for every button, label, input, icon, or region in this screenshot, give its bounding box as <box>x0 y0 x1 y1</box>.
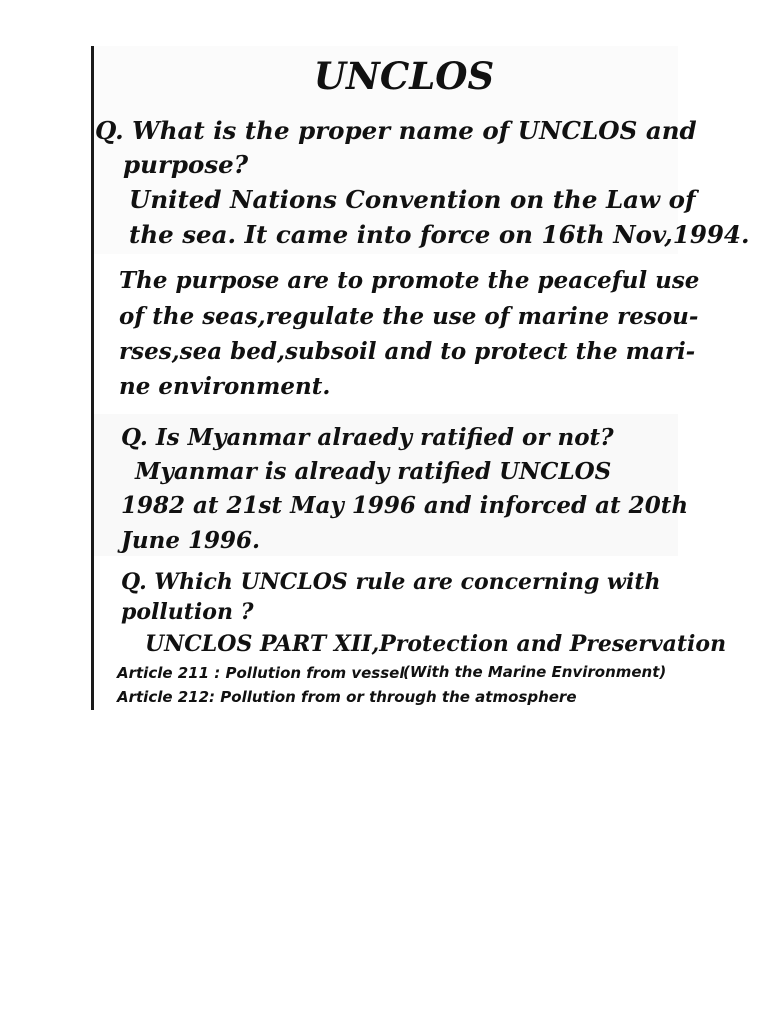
question-1-line-1: Q. What is the proper name of UNCLOS and <box>95 116 697 145</box>
answer-3: UNCLOS PART XII,Protection and Preservation <box>145 631 727 657</box>
answer-1-line-2: the sea. It came into force on 16th Nov,1994. <box>129 220 750 249</box>
question-3-line-2: pollution ? <box>121 599 254 625</box>
answer-2-line-1: Myanmar is already ratified UNCLOS <box>135 458 612 485</box>
question-1-line-2: purpose? <box>123 150 249 179</box>
purpose-line-2: of the seas,regulate the use of marine resou- <box>119 303 699 330</box>
question-2: Q. Is Myanmar alraedy ratified or not? <box>121 424 614 451</box>
purpose-line-3: rses,sea bed,subsoil and to protect the mari- <box>119 338 696 365</box>
answer-2-line-3: June 1996. <box>121 527 260 554</box>
purpose-line-4: ne environment. <box>119 373 331 400</box>
article-211: Article 211 : Pollution from vessel <box>117 664 405 682</box>
purpose-line-1: The purpose are to promote the peaceful use <box>119 267 700 294</box>
question-3-line-1: Q. Which UNCLOS rule are concerning with <box>121 569 661 595</box>
document-title: UNCLOS <box>313 54 495 98</box>
answer-1-line-1: United Nations Convention on the Law of <box>129 185 696 214</box>
article-212: Article 212: Pollution from or through the atmosphere <box>117 688 577 706</box>
answer-3-continuation: (With the Marine Environment) <box>403 663 667 681</box>
answer-2-line-2: 1982 at 21st May 1996 and inforced at 20th <box>121 492 689 519</box>
